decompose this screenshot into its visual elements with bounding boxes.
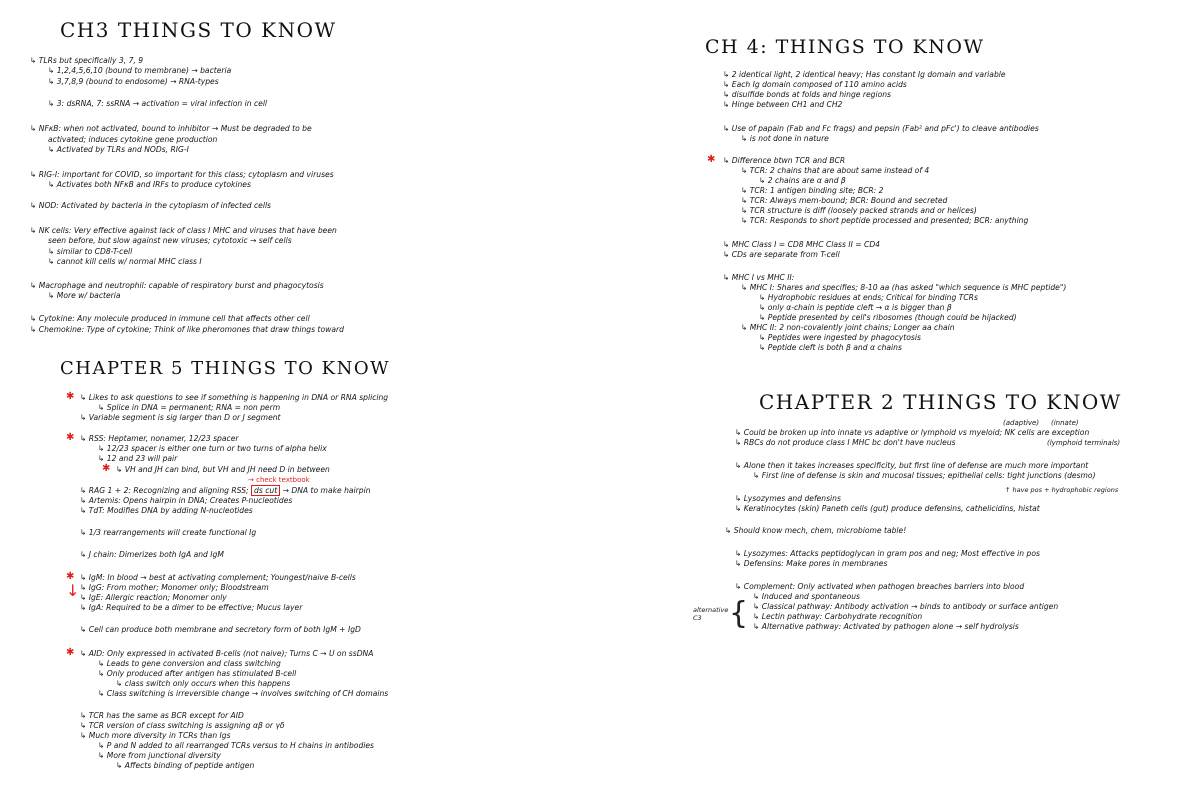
note-line: ↳ Activated by TLRs and NODs, RIG-I bbox=[48, 145, 189, 154]
note-line: ↳ VH and JH can bind, but VH and JH need D in between bbox=[116, 465, 330, 474]
note-line: ↳ class switch only occurs when this happens bbox=[116, 679, 291, 688]
note-line: ↳ IgM: In blood → best at activating complement; Youngest/naive B-cells bbox=[80, 573, 356, 582]
note-line: ↳ only α-chain is peptide cleft → α is bigger than β bbox=[759, 303, 952, 312]
note-line: ↳ Lectin pathway: Carbohydrate recognition bbox=[753, 612, 923, 621]
note-line: ↳ First line of defense is skin and mucosal tissues; epithelial cells: tight junctions (desmo) bbox=[753, 471, 1096, 480]
note-line: ↳ Cytokine: Any molecule produced in immune cell that affects other cell bbox=[30, 314, 310, 323]
note-line: ↳ Hinge between CH1 and CH2 bbox=[723, 100, 843, 109]
note-line: ↳ 3: dsRNA, 7: ssRNA → activation = viral infection in cell bbox=[48, 99, 268, 108]
note-line: ↳ Complement: Only activated when pathogen breaches barriers into blood bbox=[735, 582, 1025, 591]
rag-line: ↳ RAG 1 + 2: Recognizing and aligning RSS; ds cut → DNA to make hairpin bbox=[80, 486, 371, 495]
note-line: ↳ Induced and spontaneous bbox=[753, 592, 861, 601]
annotation: ↑ have pos + hydrophobic regions bbox=[1005, 486, 1119, 494]
note-line: ↳ RIG-I: important for COVID, so important for this class; cytoplasm and viruses bbox=[30, 170, 334, 179]
note-line: ↳ Variable segment is sig larger than D or J segment bbox=[80, 413, 281, 422]
note-line: ↳ TCR: 2 chains that are about same instead of 4 bbox=[741, 166, 930, 175]
note-line: ↳ TCR version of class switching is assigning αβ or γδ bbox=[80, 721, 285, 730]
note-line: ↳ TLRs but specifically 3, 7, 9 bbox=[30, 56, 144, 65]
note-line: ↳ P and N added to all rearranged TCRs versus to H chains in antibodies bbox=[98, 741, 374, 750]
note-line: ↳ IgA: Required to be a dimer to be effective; Mucus layer bbox=[80, 603, 303, 612]
note-line: ↳ Alone then it takes increases specificity, but first line of defense are much more important bbox=[735, 461, 1089, 470]
brace-icon: { bbox=[729, 596, 749, 631]
note-line: ↳ Macrophage and neutrophil: capable of respiratory burst and phagocytosis bbox=[30, 281, 324, 290]
section-ch3 bbox=[30, 18, 344, 334]
check-textbook-note: → check textbook bbox=[248, 476, 310, 484]
note-line: ↳ Activates both NFκB and IRFs to produce cytokines bbox=[48, 180, 251, 189]
note-line: ↳ TCR: Always mem-bound; BCR: Bound and secreted bbox=[741, 196, 948, 205]
star-icon: ✱ bbox=[66, 647, 75, 658]
annotation: alternative C3 bbox=[693, 606, 729, 622]
note-line: ↳ TCR has the same as BCR except for AID bbox=[80, 711, 244, 720]
star-icon: ✱ bbox=[707, 154, 716, 165]
note-line: ↳ TCR: Responds to short peptide processed and presented; BCR: anything bbox=[741, 216, 1029, 225]
note-line: ↳ Chemokine: Type of cytokine; Think of like pheromones that draw things toward bbox=[30, 325, 344, 334]
note-line: ↳ Artemis: Opens hairpin in DNA; Creates P-nucleotides bbox=[80, 496, 293, 505]
note-line: ↳ Affects binding of peptide antigen bbox=[116, 761, 255, 770]
down-arrow-icon: ↓ bbox=[66, 581, 80, 600]
note-line: ↳ Lysozymes and defensins bbox=[735, 494, 841, 503]
note-line: activated; induces cytokine gene production bbox=[48, 135, 218, 144]
note-line: ↳ More w/ bacteria bbox=[48, 291, 121, 300]
note-line: ↳ disulfide bonds at folds and hinge regions bbox=[723, 90, 892, 99]
note-line: ↳ MHC Class I = CD8 MHC Class II = CD4 bbox=[723, 240, 880, 249]
note-line: ↳ Difference btwn TCR and BCR bbox=[723, 156, 846, 165]
note-line: ↳ cannot kill cells w/ normal MHC class I bbox=[48, 257, 202, 266]
note-line: ↳ 1,2,4,5,6,10 (bound to membrane) → bacteria bbox=[48, 66, 232, 75]
note-line: ↳ 12 and 23 will pair bbox=[98, 454, 178, 463]
note-line: ↳ AID: Only expressed in activated B-cells (not naive); Turns C → U on ssDNA bbox=[80, 649, 374, 658]
note-line: ↳ MHC I vs MHC II: bbox=[723, 273, 795, 282]
note-line: ↳ NFκB: when not activated, bound to inhibitor → Must be degraded to be bbox=[30, 124, 312, 133]
note-line: ↳ is not done in nature bbox=[741, 134, 829, 143]
note-line: ↳ 2 identical light, 2 identical heavy; Has constant Ig domain and variable bbox=[723, 70, 1006, 79]
note-line: ↳ Peptide cleft is both β and α chains bbox=[759, 343, 902, 352]
star-icon: ✱ bbox=[102, 463, 111, 474]
note-line: ↳ J chain: Dimerizes both IgA and IgM bbox=[80, 550, 224, 559]
note-line: ↳ Only produced after antigen has stimulated B-cell bbox=[98, 669, 297, 678]
note-line: ↳ RBCs do not produce class I MHC bc don't have nucleus bbox=[735, 438, 956, 447]
note-line: ↳ Alternative pathway: Activated by pathogen alone → self hydrolysis bbox=[753, 622, 1019, 631]
annotation: (adaptive) bbox=[1003, 419, 1040, 427]
note-line: ↳ 2 chains are α and β bbox=[759, 176, 846, 185]
note-line: ↳ TCR: 1 antigen binding site; BCR: 2 bbox=[741, 186, 884, 195]
star-icon: ✱ bbox=[66, 432, 75, 443]
note-line: ↳ Should know mech, chem, microbiome table! bbox=[725, 526, 907, 535]
star-icon: ✱ bbox=[66, 391, 75, 402]
ch4-heading: CH 4: THINGS TO KNOW bbox=[705, 36, 985, 58]
section-ch5 bbox=[60, 358, 391, 770]
note-line: ↳ Cell can produce both membrane and secretory form of both IgM + IgD bbox=[80, 625, 361, 634]
note-line: ↳ Defensins: Make pores in membranes bbox=[735, 559, 888, 568]
ch2-heading: CHAPTER 2 THINGS TO KNOW bbox=[759, 390, 1122, 414]
note-line: ↳ similar to CD8-T-cell bbox=[48, 247, 133, 256]
note-line: ↳ IgG: From mother; Monomer only; Bloodstream bbox=[80, 583, 269, 592]
note-line: ↳ Each Ig domain composed of 110 amino acids bbox=[723, 80, 907, 89]
note-line: ↳ MHC II: 2 non-covalently joint chains; Longer aa chain bbox=[741, 323, 955, 332]
note-line: ↳ Peptides were ingested by phagocytosis bbox=[759, 333, 921, 342]
note-line: seen before, but slow against new viruses; cytotoxic → self cells bbox=[48, 236, 292, 245]
note-line: ↳ RSS: Heptamer, nonamer, 12/23 spacer bbox=[80, 434, 239, 443]
note-line: ↳ Likes to ask questions to see if something is happening in DNA or RNA splicing bbox=[80, 393, 389, 402]
note-line: ↳ 12/23 spacer is either one turn or two turns of alpha helix bbox=[98, 444, 327, 453]
note-line: ↳ IgE: Allergic reaction; Monomer only bbox=[80, 593, 227, 602]
note-line: ↳ Peptide presented by cell's ribosomes (though could be hijacked) bbox=[759, 313, 1017, 322]
note-line: ↳ Class switching is irreversible change → involves switching of CH domains bbox=[98, 689, 389, 698]
note-line: ↳ NOD: Activated by bacteria in the cytoplasm of infected cells bbox=[30, 201, 272, 210]
note-line: ↳ TdT: Modifies DNA by adding N-nucleotides bbox=[80, 506, 253, 515]
note-line: ↳ 1/3 rearrangements will create functional Ig bbox=[80, 528, 257, 537]
note-line: ↳ Classical pathway: Antibody activation → binds to antibody or surface antigen bbox=[753, 602, 1059, 611]
note-line: ↳ Could be broken up into innate vs adaptive or lymphoid vs myeloid; NK cells are exception bbox=[735, 428, 1090, 437]
star-icon: ✱ bbox=[66, 571, 75, 582]
note-line: ↳ More from junctional diversity bbox=[98, 751, 221, 760]
annotation: (innate) bbox=[1051, 419, 1079, 427]
note-line: ↳ Lysozymes: Attacks peptidoglycan in gram pos and neg; Most effective in pos bbox=[735, 549, 1040, 558]
note-line: ↳ Hydrophobic residues at ends; Critical for binding TCRs bbox=[759, 293, 978, 302]
note-line: ↳ TCR structure is diff (loosely packed strands and or helices) bbox=[741, 206, 977, 215]
annotation: (lymphoid terminals) bbox=[1047, 439, 1121, 447]
note-line: ↳ Leads to gene conversion and class switching bbox=[98, 659, 281, 668]
note-line: ↳ Use of papain (Fab and Fc frags) and pepsin (Fab² and pFc') to cleave antibodies bbox=[723, 124, 1039, 133]
ch3-heading: CH3 THINGS TO KNOW bbox=[60, 18, 337, 42]
ch5-heading: CHAPTER 5 THINGS TO KNOW bbox=[60, 358, 391, 379]
note-line: ↳ MHC I: Shares and specifies; 8-10 aa (has asked "which sequence is MHC peptide") bbox=[741, 283, 1067, 292]
note-line: ↳ Keratinocytes (skin) Paneth cells (gut) produce defensins, cathelicidins, histat bbox=[735, 504, 1040, 513]
note-line: ↳ Splice in DNA = permanent; RNA = non perm bbox=[98, 403, 281, 412]
note-line: ↳ Much more diversity in TCRs than Igs bbox=[80, 731, 231, 740]
note-line: ↳ CDs are separate from T-cell bbox=[723, 250, 840, 259]
section-ch2 bbox=[693, 390, 1122, 631]
note-line: ↳ 3,7,8,9 (bound to endosome) → RNA-types bbox=[48, 77, 219, 86]
note-line: ↳ NK cells: Very effective against lack of class I MHC and viruses that have been bbox=[30, 226, 337, 235]
section-ch4 bbox=[705, 36, 1067, 352]
